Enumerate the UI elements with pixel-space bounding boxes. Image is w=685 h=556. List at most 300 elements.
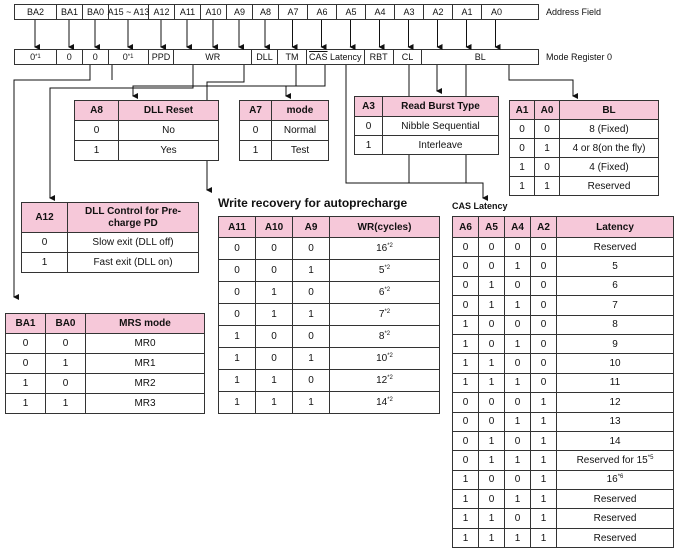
cell: Yes [119, 141, 219, 161]
cell-value: 0 [540, 319, 547, 331]
cell-value: 0 [488, 241, 495, 253]
cell-value: 1 [462, 377, 469, 389]
table-row [453, 238, 674, 257]
col-header: BL [560, 101, 659, 120]
cell-value: 1 [540, 416, 547, 428]
cell [531, 528, 557, 547]
cell [531, 490, 557, 509]
table-row [6, 374, 205, 394]
cell-value: 0 [540, 241, 547, 253]
cell-value: 1 [519, 180, 525, 192]
cell-value: 0 [462, 416, 469, 428]
table-row [510, 177, 659, 196]
cell [293, 370, 330, 392]
cell [479, 257, 505, 276]
cell [531, 296, 557, 315]
cell-value: 1 [308, 265, 314, 276]
cell-value: 1 [234, 397, 240, 408]
cell [256, 392, 293, 414]
cell [505, 296, 531, 315]
cell-value: 10 [376, 353, 388, 364]
cell [86, 374, 205, 394]
cell-value: 0 [462, 396, 469, 408]
footnote-marker: *2 [384, 309, 391, 315]
cell [479, 412, 505, 431]
cell [293, 326, 330, 348]
cell [557, 528, 674, 547]
table-row [6, 334, 205, 354]
cell [479, 276, 505, 295]
address-bit-cell: BA2 [15, 5, 57, 19]
address-bit-cell: A9 [227, 5, 253, 19]
cell [557, 509, 674, 528]
cell: 1 [22, 253, 68, 273]
table-row [453, 470, 674, 489]
cell-value: 7 [612, 299, 618, 311]
cell [330, 260, 440, 282]
table-row [355, 136, 499, 155]
cell [557, 238, 674, 257]
cell [531, 393, 557, 412]
cell [219, 348, 256, 370]
cell [330, 326, 440, 348]
cell [560, 158, 659, 177]
cell [505, 373, 531, 392]
cell [505, 393, 531, 412]
cell-value: 1 [271, 309, 277, 320]
cell [86, 394, 205, 414]
cell-value: 0 [308, 375, 314, 386]
field-label: DLL [256, 52, 273, 62]
table-row [219, 238, 440, 260]
cell-value: 0 [544, 123, 550, 135]
cell [560, 139, 659, 158]
cell-value: 0 [514, 396, 521, 408]
cell-value: 1 [308, 397, 314, 408]
address-bit-cell: BA1 [57, 5, 83, 19]
address-bit-cell: A15 ~ A13 [107, 7, 150, 17]
cell [453, 509, 479, 528]
footnote-marker: *2 [384, 265, 391, 271]
cell [505, 528, 531, 547]
cell-value: 1 [514, 377, 521, 389]
wire-a8-to-dll-reset [133, 65, 296, 96]
cell [6, 374, 46, 394]
cell [46, 334, 86, 354]
cell-value: 1 [488, 532, 495, 544]
cell-value: 1 [462, 493, 469, 505]
cell-value: 8 [612, 319, 618, 331]
cell [293, 260, 330, 282]
cell [531, 334, 557, 353]
col-header: A0 [535, 101, 560, 120]
footnote-marker: *2 [387, 353, 393, 359]
cell-value: 1 [462, 513, 469, 525]
col-header: Read Burst Type [383, 97, 499, 117]
cell-value: MR2 [134, 378, 156, 389]
cell [479, 354, 505, 373]
cell-value: 0 [308, 243, 314, 254]
wire-a7-to-mode [286, 65, 325, 96]
col-header: A12 [22, 203, 68, 233]
cell-value: 1 [488, 280, 495, 292]
cell-value: 9 [612, 338, 618, 350]
cell-value: 1 [488, 513, 495, 525]
cell [479, 334, 505, 353]
cell-value: 1 [514, 493, 521, 505]
mrs-mode-table [5, 313, 205, 414]
cell-value: 8 (Fixed) [589, 123, 629, 135]
cell: 1 [240, 141, 272, 161]
cell-value: 0 [271, 331, 277, 342]
cell-value: 16 [606, 474, 618, 486]
table-row [453, 528, 674, 547]
cell-value: 0 [308, 331, 314, 342]
cell [557, 451, 674, 470]
cell [6, 334, 46, 354]
cell: 1 [355, 136, 383, 155]
cell: Fast exit (DLL on) [68, 253, 199, 273]
cell [505, 490, 531, 509]
cell-value: 1 [462, 474, 469, 486]
col-header: A1 [510, 101, 535, 120]
write-recovery-table [218, 216, 440, 414]
col-header: DLL Control for Pre-charge PD [68, 203, 199, 233]
col-header: A11 [219, 217, 256, 238]
cell-value: 1 [540, 493, 547, 505]
cell [479, 528, 505, 547]
cell-value: 0 [540, 338, 547, 350]
cell-value: 12 [609, 396, 621, 408]
table-row [355, 117, 499, 136]
cell-value: 1 [488, 358, 495, 370]
field-label-suffix: Latency [327, 52, 362, 62]
col-header: DLL Reset [119, 101, 219, 121]
table-row [75, 121, 219, 141]
cell-value: 0 [271, 265, 277, 276]
cell [510, 158, 535, 177]
cell [256, 304, 293, 326]
footnote-marker: *2 [384, 287, 391, 293]
cell [453, 354, 479, 373]
test-mode-table [239, 100, 329, 161]
field-label: CL [401, 52, 414, 62]
field-label: 0 [30, 52, 36, 62]
cell-value: 0 [271, 353, 277, 364]
cell-value: 1 [514, 532, 521, 544]
table-row [453, 296, 674, 315]
cell [46, 394, 86, 414]
table-row [453, 354, 674, 373]
cell-value: 0 [514, 513, 521, 525]
cell: Test [272, 141, 329, 161]
cell [219, 282, 256, 304]
cell-value: 0 [234, 287, 240, 298]
col-header: A8 [75, 101, 119, 121]
cell-value: 1 [488, 377, 495, 389]
cell: Nibble Sequential [383, 117, 499, 136]
table-row [453, 431, 674, 450]
address-bit-cell: A10 [201, 5, 227, 19]
cell [531, 315, 557, 334]
cell-value: 10 [609, 358, 621, 370]
cell-value: Reserved for 15 [576, 454, 648, 466]
cell [330, 304, 440, 326]
cell-value: 1 [540, 513, 547, 525]
cell-value: 0 [462, 261, 469, 273]
cell [453, 334, 479, 353]
table-row [240, 121, 329, 141]
cell [453, 276, 479, 295]
cell: Normal [272, 121, 329, 141]
cell-value: 0 [488, 416, 495, 428]
cell-value: 0 [234, 265, 240, 276]
cell-value: 1 [544, 142, 550, 154]
col-header: A6 [453, 217, 479, 238]
cell [557, 490, 674, 509]
cell-value: 0 [540, 299, 547, 311]
cell-value: 0 [462, 241, 469, 253]
cell-value: 0 [234, 243, 240, 254]
table-row [219, 370, 440, 392]
cell-value: 1 [514, 416, 521, 428]
cell [505, 412, 531, 431]
address-bit-cell: A1 [453, 5, 482, 19]
address-bit-cell: A7 [279, 5, 308, 19]
cell [453, 393, 479, 412]
cell [535, 139, 560, 158]
cell [535, 177, 560, 196]
cell-value: 0 [514, 241, 521, 253]
cell [531, 373, 557, 392]
cell [330, 282, 440, 304]
cell [505, 470, 531, 489]
cell [557, 373, 674, 392]
burst-length-table [509, 100, 659, 196]
wire-bl-to-burst-length [509, 65, 573, 96]
field-label: 0 [66, 52, 72, 62]
address-bit-cell: BA0 [83, 5, 109, 19]
field-label: TM [285, 52, 299, 62]
cell [557, 470, 674, 489]
cell [453, 238, 479, 257]
cell [46, 374, 86, 394]
cell [479, 296, 505, 315]
cell-value: 0 [462, 280, 469, 292]
cell [46, 354, 86, 374]
cell [505, 276, 531, 295]
cell [505, 431, 531, 450]
table-row [453, 373, 674, 392]
address-bit-cell: A6 [308, 5, 337, 19]
write-recovery-title: Write recovery for autoprecharge [218, 196, 408, 210]
cell [6, 394, 46, 414]
address-bit-cell: A5 [337, 5, 366, 19]
cell-value: 0 [514, 280, 521, 292]
cell-value: 0 [514, 319, 521, 331]
cell-value: 12 [376, 375, 388, 386]
cell [453, 451, 479, 470]
cell-value: 1 [271, 287, 277, 298]
mode-register-label: Mode Register 0 [546, 52, 613, 62]
col-header: Latency [557, 217, 674, 238]
cell [86, 334, 205, 354]
cas-latency-title: CAS Latency [452, 201, 508, 211]
cell-value: 1 [22, 398, 29, 409]
cell: Slow exit (DLL off) [68, 233, 199, 253]
cell-value: 0 [462, 454, 469, 466]
cell-value: 0 [540, 261, 547, 273]
cell [256, 348, 293, 370]
address-bit-cell: A3 [395, 5, 424, 19]
cell-value: 0 [308, 287, 314, 298]
col-header: BA1 [6, 314, 46, 334]
cell-value: 1 [488, 435, 495, 447]
address-field-label: Address Field [546, 7, 602, 17]
col-header: mode [272, 101, 329, 121]
cell [479, 373, 505, 392]
cell [453, 373, 479, 392]
address-bit-cell: A12 [149, 5, 175, 19]
cell-value: 0 [22, 358, 29, 369]
address-bit-cell: A0 [490, 7, 502, 17]
cell [557, 334, 674, 353]
cell [256, 326, 293, 348]
table-row [510, 158, 659, 177]
cell [256, 260, 293, 282]
cell [505, 238, 531, 257]
cell [531, 509, 557, 528]
cell-value: 0 [519, 123, 525, 135]
cell [293, 282, 330, 304]
cell-value: 0 [519, 142, 525, 154]
cell-value: 1 [22, 378, 29, 389]
col-header: WR(cycles) [330, 217, 440, 238]
cell: Interleave [383, 136, 499, 155]
table-row [219, 392, 440, 414]
table-row [219, 304, 440, 326]
cell-value: 1 [540, 454, 547, 466]
cell-value: 1 [514, 454, 521, 466]
cell [293, 304, 330, 326]
table-row [453, 315, 674, 334]
cell-value: 7 [378, 309, 385, 320]
cell-value: 6 [612, 280, 618, 292]
cell [557, 276, 674, 295]
cell [453, 528, 479, 547]
cell-value: 1 [540, 435, 547, 447]
cell-value: 0 [540, 280, 547, 292]
cell [557, 315, 674, 334]
cell [6, 354, 46, 374]
cell-value: 1 [271, 397, 277, 408]
cell [531, 412, 557, 431]
cell-value: 1 [544, 180, 550, 192]
cell-value: 1 [234, 353, 240, 364]
footnote-marker: *2 [387, 397, 393, 403]
cell-value: 0 [62, 338, 69, 349]
cell [219, 370, 256, 392]
cell-value: 0 [488, 396, 495, 408]
cell-value: 0 [540, 358, 547, 370]
cell [531, 238, 557, 257]
cell-value: 0 [488, 493, 495, 505]
cell [219, 260, 256, 282]
col-header: A7 [240, 101, 272, 121]
cell-value: 0 [514, 435, 521, 447]
cell [505, 315, 531, 334]
cell-value: 16 [376, 243, 388, 254]
dll-reset-table [74, 100, 219, 161]
cell [86, 354, 205, 374]
cell-value: 4 or 8(on the fly) [572, 142, 646, 154]
field-label: 0 [122, 52, 128, 62]
cell-value: 0 [488, 319, 495, 331]
cell-value: 1 [488, 299, 495, 311]
cell [453, 257, 479, 276]
cell-value: 1 [488, 454, 495, 466]
cell [219, 326, 256, 348]
table-row [510, 139, 659, 158]
cell-value: MR1 [134, 358, 156, 369]
cell [557, 431, 674, 450]
field-label: BL [474, 52, 486, 62]
cell [453, 490, 479, 509]
cell-value: 0 [22, 338, 29, 349]
cell: 0 [75, 121, 119, 141]
cell-value: 8 [378, 331, 385, 342]
cell-value: 1 [462, 532, 469, 544]
cell-value: 0 [540, 377, 547, 389]
cell [557, 412, 674, 431]
cell [531, 451, 557, 470]
dll-control-table [21, 202, 199, 273]
cell-value: 0 [544, 161, 550, 173]
address-bit-cell: A4 [366, 5, 395, 19]
cell [256, 238, 293, 260]
cell [453, 315, 479, 334]
cell [256, 370, 293, 392]
cell [560, 177, 659, 196]
cell-value: MR0 [134, 338, 156, 349]
table-row [219, 282, 440, 304]
cell [535, 158, 560, 177]
address-bit-cell: A8 [253, 5, 279, 19]
cell-value: 1 [540, 396, 547, 408]
col-header: BA0 [46, 314, 86, 334]
cell [256, 282, 293, 304]
cell [453, 296, 479, 315]
cell [557, 354, 674, 373]
cell-value: 1 [234, 375, 240, 386]
table-row [22, 253, 199, 273]
cell-value: 11 [609, 377, 621, 389]
cell-value: 0 [234, 309, 240, 320]
cell [453, 431, 479, 450]
table-row [453, 490, 674, 509]
cell-value: Reserved [593, 532, 637, 544]
cell-value: Reserved [593, 513, 637, 525]
cell [330, 370, 440, 392]
table-row [219, 348, 440, 370]
cell [453, 470, 479, 489]
cell-value: 1 [62, 358, 69, 369]
address-bit-cell: A11 [175, 5, 201, 19]
cell [479, 490, 505, 509]
cell [510, 139, 535, 158]
cell-value: MR3 [134, 398, 156, 409]
cell-value: 1 [540, 474, 547, 486]
